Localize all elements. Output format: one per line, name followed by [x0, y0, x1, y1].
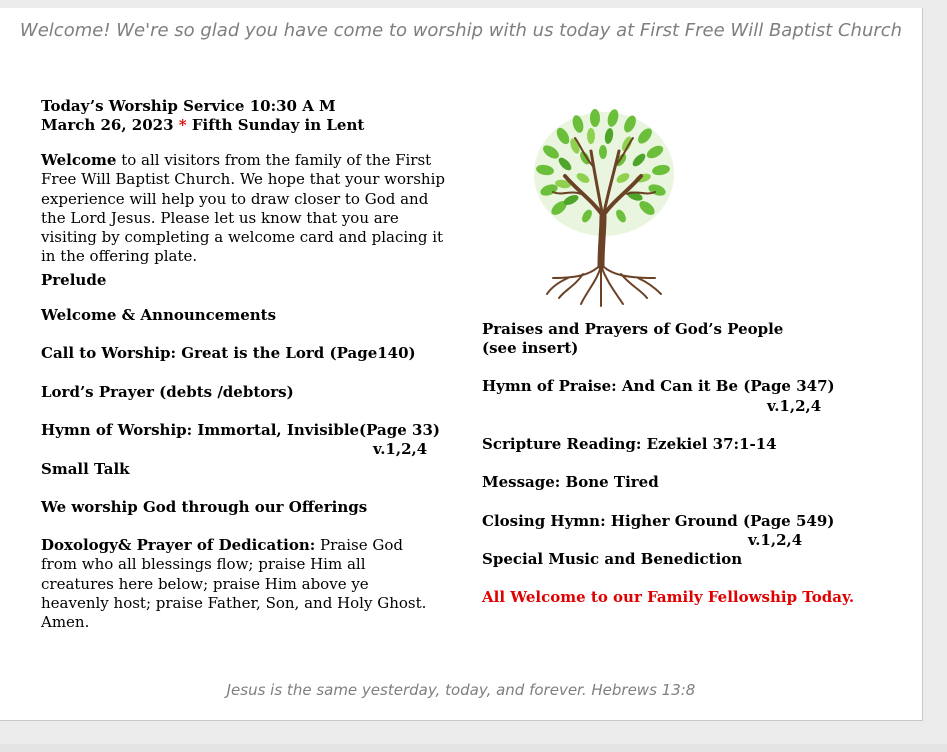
- tree-roots: [547, 264, 661, 306]
- service-occasion: Fifth Sunday in Lent: [191, 116, 365, 134]
- page-header: Welcome! We're so glad you have come to worship with us today at First Free Will Baptist Church: [19, 20, 903, 41]
- hymn-of-worship-verses: v.1,2,4: [373, 440, 428, 458]
- small-talk: Small Talk: [41, 460, 130, 478]
- tree-of-life-icon: [523, 106, 685, 310]
- praises-prayers: Praises and Prayers of God’s People: [482, 320, 784, 338]
- closing-hymn-verses: v.1,2,4: [748, 531, 803, 549]
- date-separator: *: [178, 116, 187, 134]
- doxology-lead: Doxology& Prayer of Dedication:: [41, 536, 316, 554]
- scripture-reading: Scripture Reading: Ezekiel 37:1-14: [482, 435, 777, 453]
- service-date-line: [41, 116, 364, 136]
- special-music: Special Music and Benediction: [482, 550, 743, 568]
- welcome-lead: Welcome: [41, 151, 117, 169]
- hymn-of-praise-verses: v.1,2,4: [767, 397, 822, 415]
- prelude: Prelude: [41, 271, 107, 289]
- bulletin-page: [0, 8, 923, 721]
- welcome-text: to all visitors from the family of the First Free Will Baptist Church. We hope that your worship experience will help you to draw closer to God and the Lord Jesus. Please let us know that you are visiting by completing a welcome card and placing it in the offering plate.: [41, 151, 445, 266]
- doxology-text: Praise God from who all blessings flow; praise Him all creatures here below; praise Him above ye heavenly host; praise Father, Son, and Holy Ghost. Amen.: [41, 536, 427, 632]
- horizontal-scrollbar[interactable]: [0, 744, 947, 752]
- call-to-worship: Call to Worship: Great is the Lord (Page140): [41, 344, 416, 362]
- announcements: Welcome & Announcements: [41, 306, 277, 324]
- page-footer: Jesus is the same yesterday, today, and forever. Hebrews 13:8: [226, 681, 696, 699]
- message: Message: Bone Tired: [482, 473, 659, 491]
- offerings: We worship God through our Offerings: [41, 498, 368, 516]
- doxology-paragraph: [41, 536, 431, 632]
- service-date: March 26, 2023: [41, 116, 174, 134]
- closing-hymn: Closing Hymn: Higher Ground (Page 549): [482, 512, 835, 530]
- hymn-of-praise: Hymn of Praise: And Can it Be (Page 347): [482, 377, 835, 395]
- welcome-paragraph: [41, 151, 451, 267]
- lords-prayer: Lord’s Prayer (debts /debtors): [41, 383, 294, 401]
- service-time: Today’s Worship Service 10:30 A M: [41, 97, 336, 115]
- praises-prayers-note: (see insert): [482, 339, 579, 357]
- fellowship-announcement: All Welcome to our Family Fellowship Today.: [482, 588, 855, 606]
- hymn-of-worship: Hymn of Worship: Immortal, Invisible(Page 33): [41, 421, 440, 439]
